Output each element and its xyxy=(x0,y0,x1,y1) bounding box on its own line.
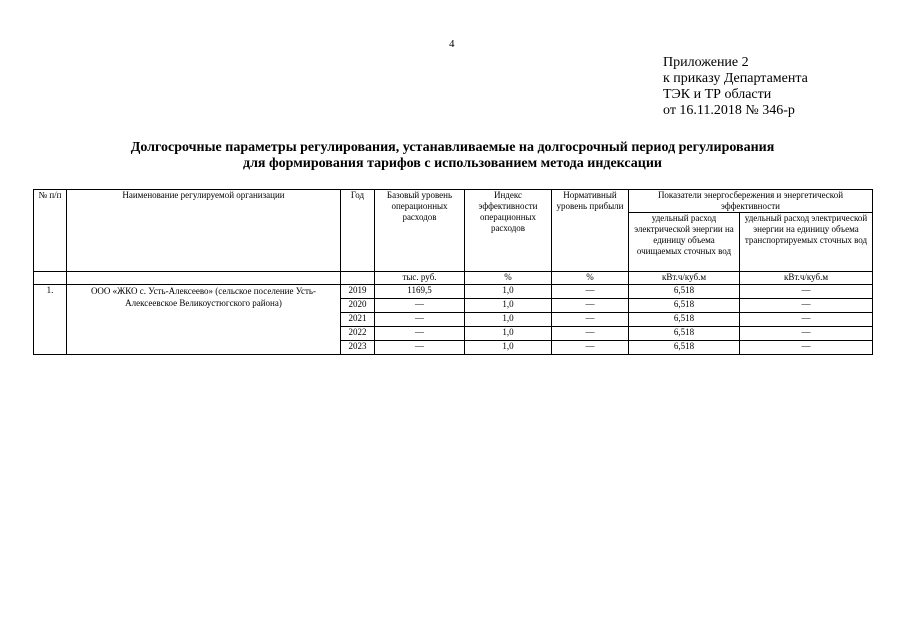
cell-energy-1: 6,518 xyxy=(629,313,740,327)
cell-energy-1: 6,518 xyxy=(629,327,740,341)
cell-index: 1,0 xyxy=(465,299,552,313)
cell-profit: — xyxy=(552,285,629,299)
cell-energy-2: — xyxy=(740,313,873,327)
cell-profit: — xyxy=(552,327,629,341)
cell-energy-2: — xyxy=(740,299,873,313)
unit-index: % xyxy=(465,272,552,285)
cell-energy-2: — xyxy=(740,341,873,355)
cell-energy-2: — xyxy=(740,327,873,341)
cell-year: 2022 xyxy=(341,327,375,341)
cell-energy-2: — xyxy=(740,285,873,299)
cell-energy-1: 6,518 xyxy=(629,299,740,313)
header-year: Год xyxy=(341,190,375,272)
appendix-line: Приложение 2 xyxy=(663,55,749,70)
cell-profit: — xyxy=(552,341,629,355)
appendix-line: от 16.11.2018 № 346-р xyxy=(663,103,795,118)
cell-year: 2023 xyxy=(341,341,375,355)
appendix-line: к приказу Департамента xyxy=(663,71,808,86)
cell-base: — xyxy=(375,341,465,355)
header-profit: Нормативный уровень прибыли xyxy=(552,190,629,272)
cell-year: 2021 xyxy=(341,313,375,327)
cell-base: — xyxy=(375,327,465,341)
header-num: № п/п xyxy=(34,190,67,272)
unit-energy-2: кВт.ч/куб.м xyxy=(740,272,873,285)
cell-energy-1: 6,518 xyxy=(629,341,740,355)
cell-base: 1169,5 xyxy=(375,285,465,299)
cell-profit: — xyxy=(552,313,629,327)
org-number: 1. xyxy=(34,285,67,355)
cell-index: 1,0 xyxy=(465,341,552,355)
table-row xyxy=(34,285,873,299)
page-number: 4 xyxy=(449,38,455,50)
header-energy-1: удельный расход электрической энергии на единицу объема очищаемых сточных вод xyxy=(629,213,740,272)
units-row xyxy=(34,272,873,285)
cell-base: — xyxy=(375,299,465,313)
parameters-table xyxy=(33,189,873,355)
cell-index: 1,0 xyxy=(465,327,552,341)
cell-index: 1,0 xyxy=(465,313,552,327)
unit-energy-1: кВт.ч/куб.м xyxy=(629,272,740,285)
appendix-block xyxy=(663,55,808,119)
header-org: Наименование регулируемой организации xyxy=(67,190,341,272)
cell-year: 2020 xyxy=(341,299,375,313)
cell-base: — xyxy=(375,313,465,327)
header-energy-group: Показатели энергосбережения и энергетической эффективности xyxy=(629,190,873,213)
document-title xyxy=(40,140,865,172)
unit-profit: % xyxy=(552,272,629,285)
header-index: Индекс эффективности операционных расходов xyxy=(465,190,552,272)
appendix-line: ТЭК и ТР области xyxy=(663,87,772,102)
cell-index: 1,0 xyxy=(465,285,552,299)
cell-energy-1: 6,518 xyxy=(629,285,740,299)
header-base: Базовый уровень операционных расходов xyxy=(375,190,465,272)
title-line: для формирования тарифов с использованием метода индексации xyxy=(242,156,662,171)
unit-base: тыс. руб. xyxy=(375,272,465,285)
title-line: Долгосрочные параметры регулирования, устанавливаемые на долгосрочный период регулирования xyxy=(130,140,775,155)
cell-year: 2019 xyxy=(341,285,375,299)
header-energy-2: удельный расход электрической энергии на единицу объема транспортируемых сточных вод xyxy=(740,213,873,272)
cell-profit: — xyxy=(552,299,629,313)
org-name: ООО «ЖКО с. Усть-Алексеево» (сельское поселение Усть-Алексеевское Великоустюгского района) xyxy=(67,285,341,355)
